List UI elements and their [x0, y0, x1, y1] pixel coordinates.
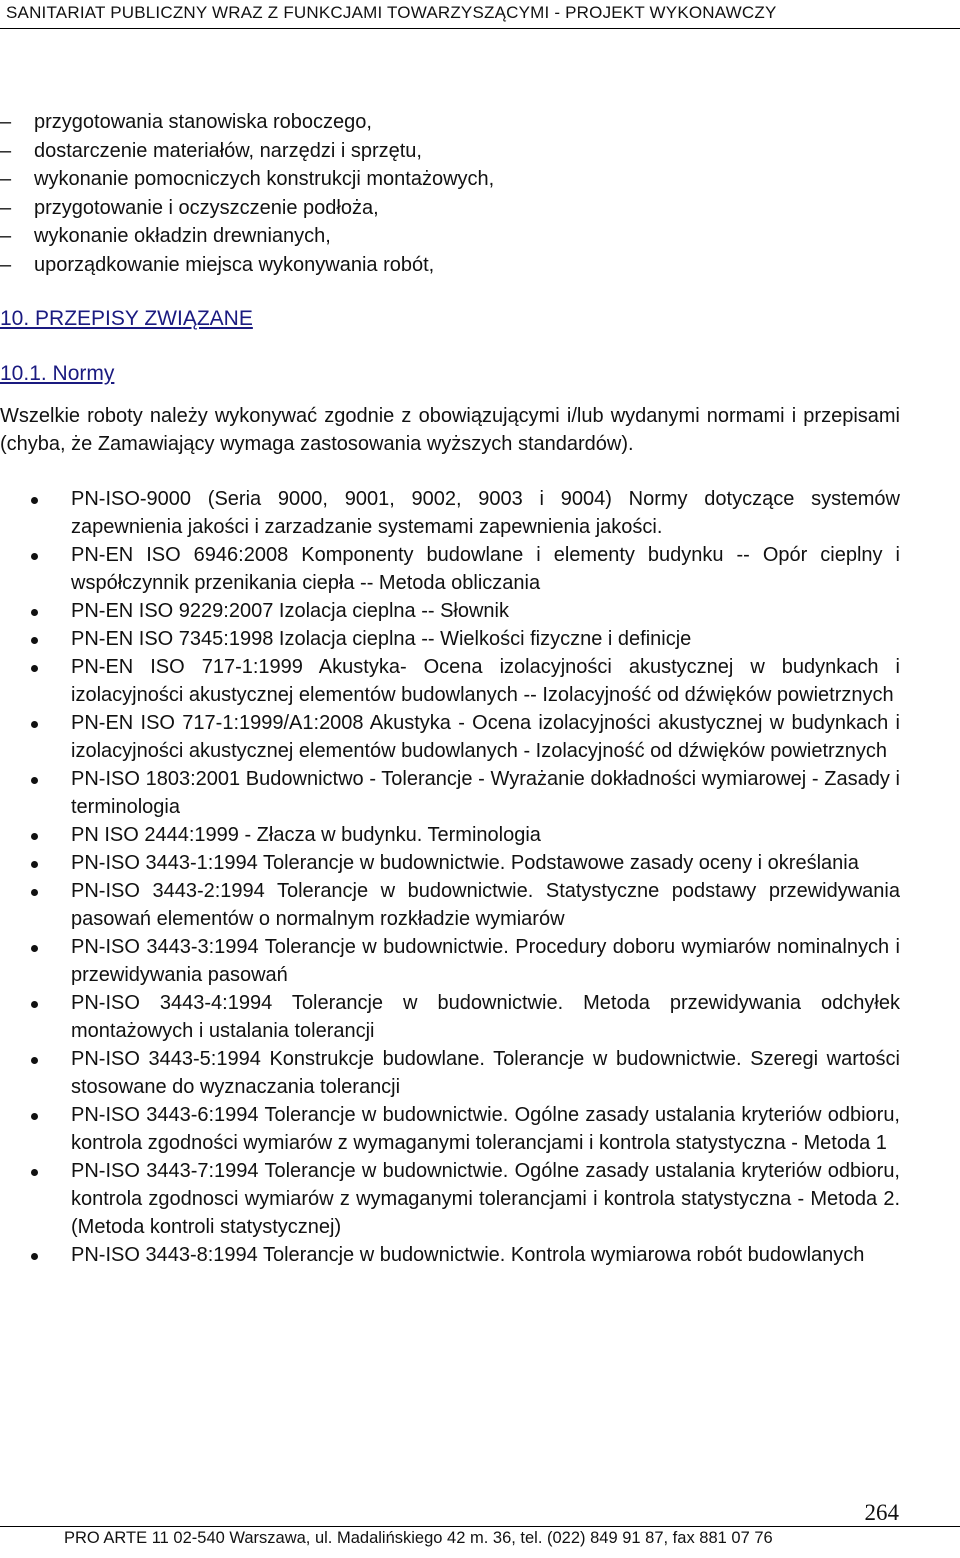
norm-text: PN-ISO-9000 (Seria 9000, 9001, 9002, 9003 i 9004) Normy dotyczące systemów zapewnienia jakości i zarzadzanie systemami zapewnienia jakości. [71, 488, 900, 538]
page-footer [0, 1526, 960, 1547]
norm-text: PN-ISO 3443-3:1994 Tolerancje w budownictwie. Procedury doboru wymiarów nominalnych i przewidywania pasowań [71, 936, 900, 986]
norm-item [0, 1101, 900, 1157]
norm-item [0, 1045, 900, 1101]
norm-item [0, 849, 900, 877]
header-title: SANITARIAT PUBLICZNY WRAZ Z FUNKCJAMI TOWARZYSZĄCYMI - PROJEKT WYKONAWCZY [6, 3, 777, 22]
dash-item-text: wykonanie pomocniczych konstrukcji montażowych, [34, 168, 495, 190]
page-header [0, 0, 960, 29]
bullet-icon [31, 637, 38, 644]
norm-item [0, 485, 900, 541]
bullet-icon [31, 665, 38, 672]
norm-text: PN-EN ISO 6946:2008 Komponenty budowlane i elementy budynku -- Opór cieplny i współczynnik przenikania ciepła -- Metoda obliczania [71, 544, 900, 594]
norm-text: PN-ISO 3443-6:1994 Tolerancje w budownictwie. Ogólne zasady ustalania kryteriów odbioru, kontrola zgodności wymiarów z wymaganymi tolerancjami i kontrola statystyczna - Metoda 1 [71, 1104, 900, 1154]
norm-item [0, 933, 900, 989]
norm-text: PN-ISO 1803:2001 Budownictwo - Tolerancje - Wyrażanie dokładności wymiarowej - Zasady i terminologia [71, 768, 900, 818]
bullet-icon [31, 889, 38, 896]
section-heading: 10. PRZEPISY ZWIĄZANE [0, 307, 253, 330]
norm-item [0, 1157, 900, 1241]
page-number: 264 [864, 1500, 899, 1525]
bullet-icon [31, 1253, 38, 1260]
subsection-heading: 10.1. Normy [0, 362, 115, 385]
norm-text: PN-ISO 3443-7:1994 Tolerancje w budownictwie. Ogólne zasady ustalania kryteriów odbioru, kontrola zgodnosci wymiarów z wymaganymi tolerancjami i kontrola statystyczna - Metoda 2. (Metoda kontroli statystycznej) [71, 1160, 900, 1238]
norm-text: PN ISO 2444:1999 - Złacza w budynku. Terminologia [71, 824, 541, 846]
bullet-icon [31, 1169, 38, 1176]
norm-text: PN-EN ISO 7345:1998 Izolacja cieplna -- Wielkości fizyczne i definicje [71, 628, 692, 650]
bullet-icon [31, 553, 38, 560]
norm-text: PN-ISO 3443-2:1994 Tolerancje w budownictwie. Statystyczne podstawy przewidywania pasowań elementów o normalnym rozkładzie wymiarów [71, 880, 900, 930]
dash-marker: – [0, 139, 12, 162]
dash-list-item [0, 222, 494, 251]
norm-item [0, 989, 900, 1045]
norm-text: PN-ISO 3443-5:1994 Konstrukcje budowlane. Tolerancje w budownictwie. Szeregi wartości stosowane do wyznaczania tolerancji [71, 1048, 900, 1098]
dash-marker: – [0, 225, 12, 247]
bullet-icon [31, 1113, 38, 1120]
bullet-icon [31, 777, 38, 784]
norm-item [0, 541, 900, 597]
bullet-icon [31, 833, 38, 840]
norm-text: PN-ISO 3443-1:1994 Tolerancje w budownictwie. Podstawowe zasady oceny i określania [71, 852, 859, 874]
norm-text: PN-ISO 3443-4:1994 Tolerancje w budownictwie. Metoda przewidywania odchyłek montażowych i ustalania tolerancji [71, 992, 900, 1042]
norm-text: PN-ISO 3443-8:1994 Tolerancje w budownictwie. Kontrola wymiarowa robót budowlanych [71, 1244, 865, 1266]
dash-item-text: przygotowanie i oczyszczenie podłoża, [34, 196, 379, 219]
bullet-icon [31, 1001, 38, 1008]
footer-text: PRO ARTE 11 02-540 Warszawa, ul. Madalińskiego 42 m. 36, tel. (022) 849 91 87, fax 881 07 76 [64, 1529, 773, 1547]
dash-list-item [0, 165, 494, 194]
dash-list-item [0, 108, 494, 137]
norm-text: PN-EN ISO 9229:2007 Izolacja cieplna -- Słownik [71, 600, 509, 622]
dash-item-text: dostarczenie materiałów, narzędzi i sprzętu, [34, 139, 422, 162]
bullet-icon [31, 945, 38, 952]
dash-item-text: przygotowania stanowiska roboczego, [34, 111, 372, 133]
dash-marker: – [0, 168, 12, 190]
norm-item [0, 1241, 900, 1269]
norm-item [0, 653, 900, 709]
bullet-icon [31, 861, 38, 868]
dash-list-item [0, 194, 494, 223]
intro-paragraph: Wszelkie roboty należy wykonywać zgodnie z obowiązującymi i/lub wydanymi normami i przepisami (chyba, że Zamawiający wymaga zastosowania wyższych standardów). [0, 405, 900, 455]
dash-item-text: uporządkowanie miejsca wykonywania robót, [34, 253, 435, 276]
norm-item [0, 821, 900, 849]
dash-marker: – [0, 196, 12, 219]
dash-list-item [0, 251, 494, 280]
dash-list-item [0, 137, 494, 166]
dash-marker: – [0, 253, 12, 276]
bullet-icon [31, 609, 38, 616]
bullet-icon [31, 1057, 38, 1064]
dash-marker: – [0, 111, 12, 133]
norm-item [0, 877, 900, 933]
norm-item [0, 709, 900, 765]
norm-text: PN-EN ISO 717-1:1999 Akustyka- Ocena izolacyjności akustycznej w budynkach i izolacyjności akustycznej elementów budowlanych -- Izolacyjność od dźwięków powietrznych [71, 656, 900, 706]
norm-item [0, 765, 900, 821]
dash-item-text: wykonanie okładzin drewnianych, [34, 225, 331, 247]
norm-text: PN-EN ISO 717-1:1999/A1:2008 Akustyka - Ocena izolacyjności akustycznej w budynkach i izolacyjności akustycznej elementów budowlanych - Izolacyjność od dźwięków powietrznych [71, 712, 900, 762]
bullet-icon [31, 721, 38, 728]
task-dash-list [0, 108, 494, 279]
norm-item [0, 625, 900, 653]
norms-list [0, 485, 900, 1269]
norm-item [0, 597, 900, 625]
bullet-icon [31, 497, 38, 504]
